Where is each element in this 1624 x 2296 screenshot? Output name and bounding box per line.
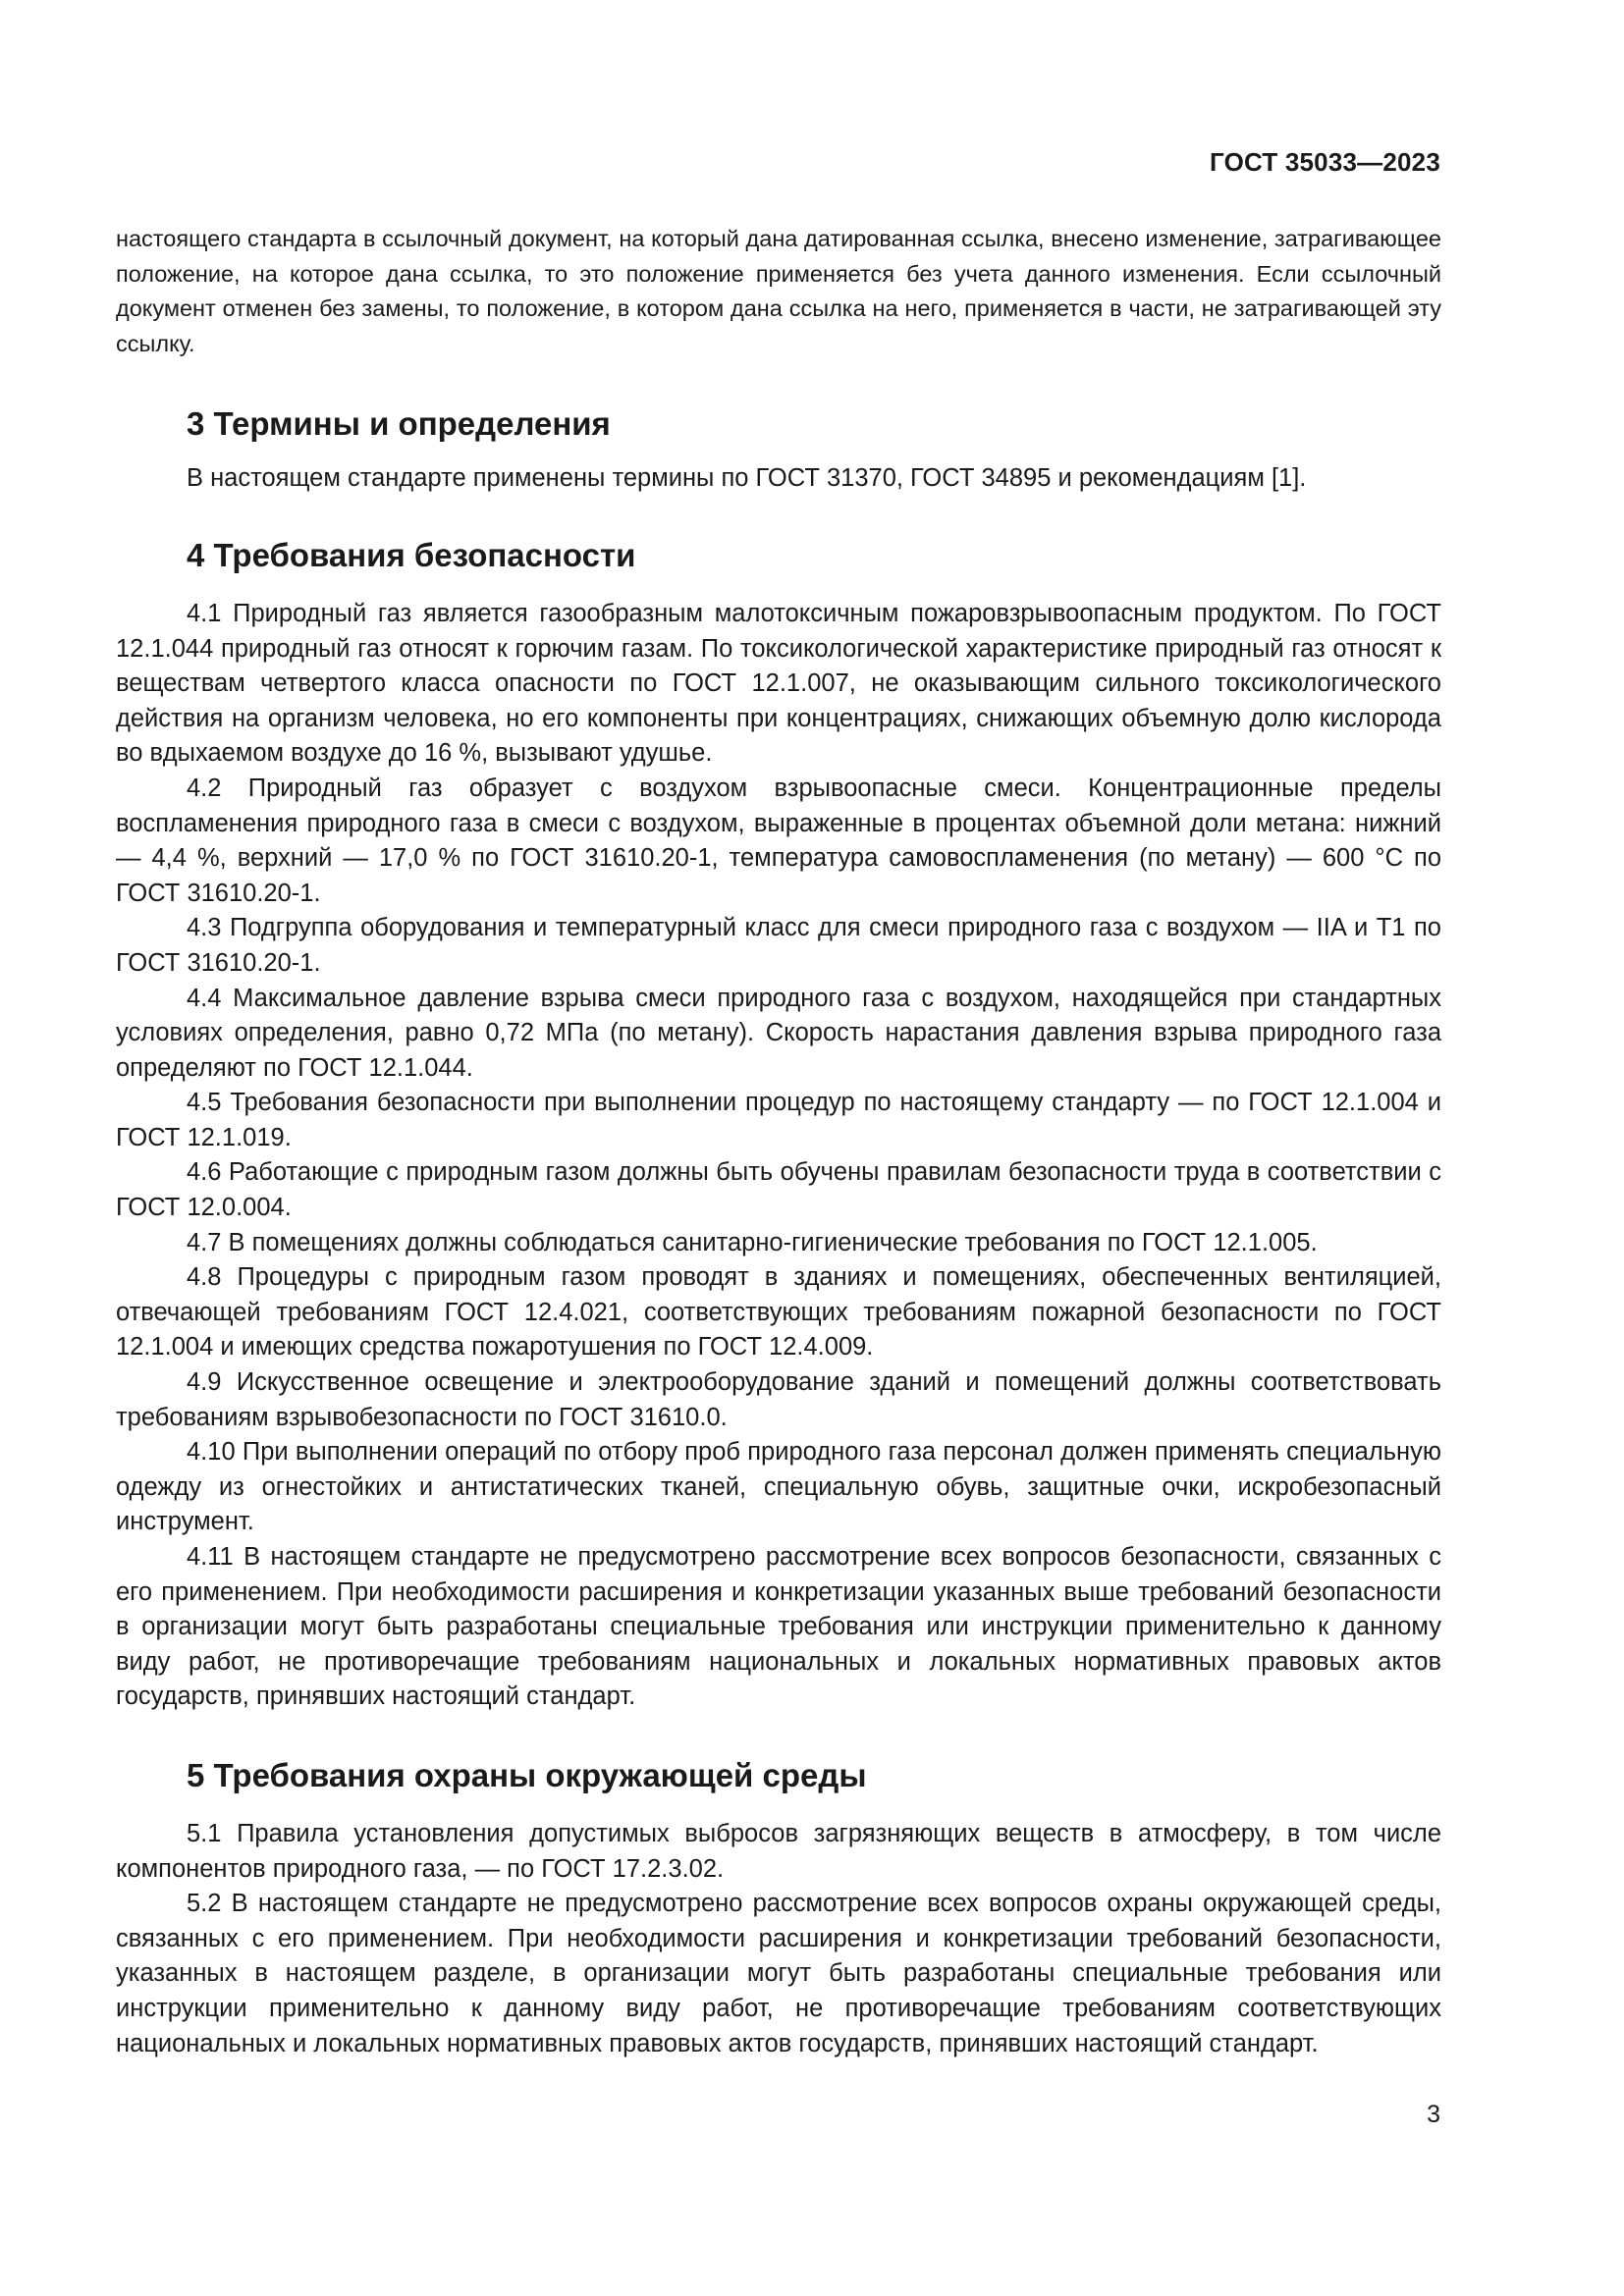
clause-5-2: 5.2 В настоящем стандарте не предусмотрено рассмотрение всех вопросов охраны окружающей среды, связанных с его применением. При необходимости расширения и конкретизации требований безопасности, указанных в настоящем разделе, в организации могут быть разработаны специальные требования или инструкции применительно к данному виду работ, не противоречащие требованиям соответствующих национальных и локальных нормативных правовых актов государств, принявших настоящий стандарт. xyxy=(116,1890,1441,2057)
clause-4-1: 4.1 Природный газ является газообразным малотоксичным пожаровзрывоопасным продуктом. По ГОСТ 12.1.044 природный газ относят к горючим газам. По токсикологической характеристике природный газ относят к веществам четвертого класса опасности по ГОСТ 12.1.007, не оказывающим сильного токсикологического действия на организм человека, но его компоненты при концентрациях, снижающих объемную долю кислорода во вдыхаемом воздухе до 16 %, вызывают удушье. xyxy=(116,599,1441,768)
section-3-paragraph: В настоящем стандарте применены термины по ГОСТ 31370, ГОСТ 34895 и рекомендациям [1]. xyxy=(187,464,1307,493)
section-3-title: 3 Термины и определения xyxy=(187,405,611,443)
clause-4-9: 4.9 Искусственное освещение и электрооборудование зданий и помещений должны соответствовать требованиям взрывобезопасности по ГОСТ 31610.0. xyxy=(116,1368,1441,1431)
clause-4-4: 4.4 Максимальное давление взрыва смеси природного газа с воздухом, находящейся при стандартных условиях определения, равно 0,72 МПа (по метану). Скорость нарастания давления взрыва природного газа определяют по ГОСТ 12.1.044. xyxy=(116,984,1441,1082)
page-number: 3 xyxy=(1427,2101,1440,2128)
clause-5-1: 5.1 Правила установления допустимых выбросов загрязняющих веществ в атмосферу, в том числе компонентов природного газа, — по ГОСТ 17.2.3.02. xyxy=(116,1819,1441,1883)
clause-4-10: 4.10 При выполнении операций по отбору проб природного газа персонал должен применять специальную одежду из огнестойких и антистатических тканей, специальную обувь, защитные очки, искробезопасный инструмент. xyxy=(116,1438,1441,1536)
clause-4-2: 4.2 Природный газ образует с воздухом взрывоопасные смеси. Концентрационные пределы воспламенения природного газа в смеси с воздухом, выраженные в процентах объемной доли метана: нижний — 4,4 %, верхний — 17,0 % по ГОСТ 31610.20-1, температура самовоспламенения (по метану) — 600 °С по ГОСТ 31610.20-1. xyxy=(116,774,1441,907)
clause-4-3: 4.3 Подгруппа оборудования и температурный класс для смеси природного газа с воздухом — IIA и Т1 по ГОСТ 31610.20-1. xyxy=(116,914,1441,977)
clause-4-8: 4.8 Процедуры с природным газом проводят в зданиях и помещениях, обеспеченных вентиляцией, отвечающей требованиям ГОСТ 12.4.021, соответствующих требованиям пожарной безопасности по ГОСТ 12.1.004 и имеющих средства пожаротушения по ГОСТ 12.4.009. xyxy=(116,1263,1441,1362)
section-4-title: 4 Требования безопасности xyxy=(187,536,636,573)
page-content xyxy=(116,222,1441,2061)
clause-4-5: 4.5 Требования безопасности при выполнении процедур по настоящему стандарту — по ГОСТ 12.1.004 и ГОСТ 12.1.019. xyxy=(116,1089,1441,1151)
clause-4-6: 4.6 Работающие с природным газом должны быть обучены правилам безопасности труда в соответствии с ГОСТ 12.0.004. xyxy=(116,1158,1441,1222)
clause-4-11: 4.11 В настоящем стандарте не предусмотрено рассмотрение всех вопросов безопасности, связанных с его применением. При необходимости расширения и конкретизации указанных выше требований безопасности в организации могут быть разработаны специальные требования или инструкции применительно к данному виду работ, не противоречащие требованиям национальных и локальных нормативных правовых актов государств, принявших настоящий стандарт. xyxy=(116,1543,1441,1711)
document-code: ГОСТ 35033—2023 xyxy=(1210,147,1440,177)
intro-paragraph: настоящего стандарта в ссылочный документ, на который дана датированная ссылка, внесено изменение, затрагивающее положение, на которое дана ссылка, то это положение применяется без учета данного изменения. Если ссылочный документ отменен без замены, то положение, в котором дана ссылка на него, применяется в части, не затрагивающей эту ссылку. xyxy=(116,226,1441,356)
clause-4-7: 4.7 В помещениях должны соблюдаться санитарно-гигиенические требования по ГОСТ 12.1.005. xyxy=(187,1228,1318,1256)
section-5-title: 5 Требования охраны окружающей среды xyxy=(187,1756,867,1793)
